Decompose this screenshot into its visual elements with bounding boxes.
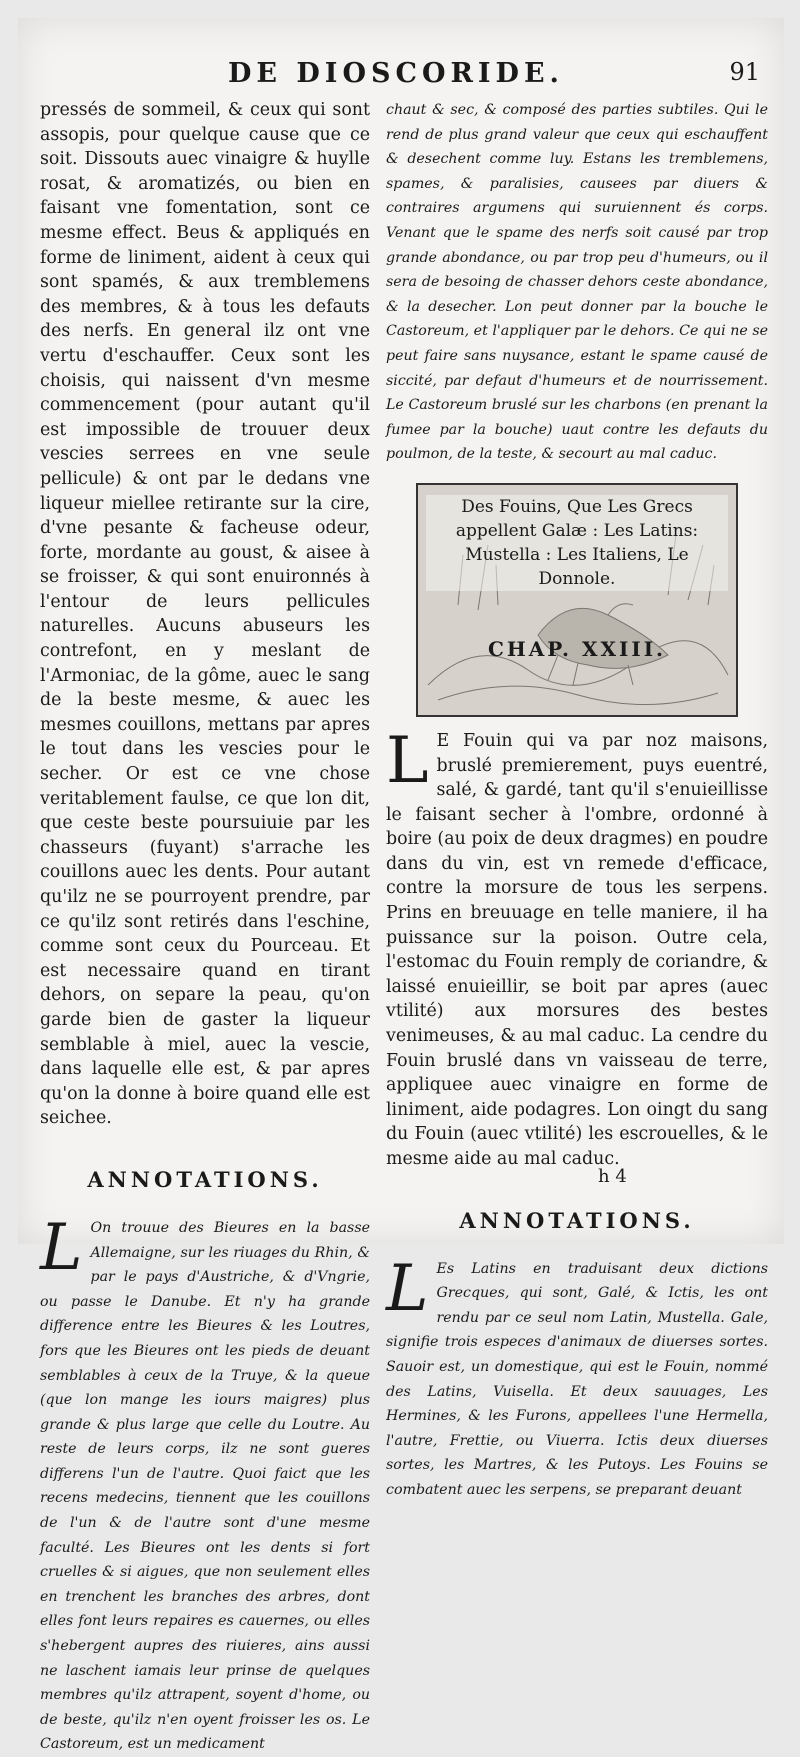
right-annotations-text: [386, 1251, 768, 1503]
right-body-content: E Fouin qui va par noz maisons, bruslé premierement, puys euentré, salé, & gardé, tant qu'il s'enuieillisse le faisant secher à l'ombre, ordonné à boire (au poix de deux dragmes) en poudre dans du vin, est vn remede d'efficace, contre la morsure de tous les serpens. Prins en breuuage en telle maniere, il ha puissance sur la poison. Outre cela, l'estomac du Fouin remply de coriandre, & laissé enuieillir, se boit par apres (auec vtilité) aux morsures des bestes venimeuses, & au mal caduc. La cendre du Fouin bruslé dans vn vaisseau de terre, appliquee auec vinaigre en forme de liniment, aide podagres. Lon oingt du sang du Fouin (auec vtilité) les escrouelles, & le mesme aide au mal caduc.: [386, 730, 768, 1169]
left-drop-cap: L: [40, 1210, 83, 1285]
chapter-heading: CHAP. XXIII.: [487, 636, 667, 661]
right-intro-text: chaut & sec, & composé des parties subtiles. Qui le rend de plus grand valeur que ceux qui eschauffent & desechent comme luy. Estans les tremblemens, spames, & paralisies, causees par diuers & contraires argumens qui suruiennent és corps. Venant que le spame des nerfs soit causé par trop grande abondance, ou par trop peu d'humeurs, ou il sera de besoing de chasser dehors ceste abondance, & la desecher. Lon peut donner par la bouche le Castoreum, et l'appliquer par le dehors. Ce qui ne se peut faire sans nuysance, estant le spame causé de siccité, par defaut d'humeurs et de nourrissement. Le Castoreum bruslé sur les charbons (en prenant la fumee par la bouche) uaut contre les defauts du poulmon, de la teste, & secourt au mal caduc.: [386, 102, 768, 463]
woodcut-illustration: [416, 483, 738, 717]
right-drop-cap: L: [386, 723, 429, 798]
left-annotations-text: [40, 1210, 370, 1757]
right-annotations-drop-cap: L: [386, 1251, 429, 1326]
right-column: [386, 98, 768, 1503]
page-number: 91: [729, 58, 760, 86]
illustration-caption: Des Fouins, Que Les Grecs appellent Galæ : Les Latins: Mustella : Les Italiens, Le Donnole.: [426, 495, 728, 591]
running-title: DE DIOSCORIDE.: [228, 58, 564, 89]
left-column: [40, 98, 370, 1757]
left-annotations-body: On trouue des Bieures en la basse Allemaigne, sur les riuages du Rhin, & par le pays d'Austriche, & d'Vngrie, ou passe le Danube. Et n'y ha grande difference entre les Bieures & les Loutres, fors que les Bieures ont les pieds de deuant semblables à ceux de la Truye, & la queue (que lon mange les iours maigres) plus grande & plus large que celle du Loutre. Au reste de leurs corps, ilz ne sont gueres differens l'un de l'autre. Quoi faict que les recens medecins, tiennent que les couillons de l'un & de l'autre sont d'une mesme faculté. Les Bieures ont les dents si fort cruelles & si aigues, que non seulement elles en trenchent les branches des arbres, dont elles font leurs repaires es cauernes, ou elles s'hebergent aupres des riuieres, ains aussi ne laschent iamais leur prinse de quelques membres qu'ilz attrapent, soyent d'home, ou de beste, qu'ilz n'en oyent froisser les os. Le Castoreum, est un medicament: [40, 1219, 370, 1753]
left-annotations-heading: ANNOTATIONS.: [87, 1166, 323, 1192]
right-annotations-body: Es Latins en traduisant deux dictions Grecques, qui sont, Galé, & Ictis, les ont rendu par ce seul nom Latin, Mustella. Gale, signifie trois especes d'animaux de diuerses sortes. Sauoir est, un domestique, qui est le Fouin, nommé des Latins, Vuisella. Et deux sauuages, Les Hermines, & les Furons, appellees l'une Hermella, l'autre, Frettie, ou Viuerra. Ictis deux diuerses sortes, les Martres, & les Putoys. Les Fouins se combatent auec les serpens, se preparant deuant: [386, 1260, 768, 1498]
page-header: [18, 58, 784, 98]
book-page: [18, 18, 784, 1753]
right-annotations-heading: ANNOTATIONS.: [459, 1207, 695, 1233]
signature-mark: h 4: [598, 1166, 627, 1187]
left-body-text: pressés de sommeil, & ceux qui sont assopis, pour quelque cause que ce soit. Dissouts auec vinaigre & huylle rosat, & aromatizés, ou bien en faisant vne fomentation, sont ce mesme effect. Beus & appliqués en forme de liniment, aident à ceux qui sont spamés, & aux tremblemens des membres, & à tous les defauts des nerfs. En general ilz ont vne vertu d'eschauffer. Ceux sont les choisis, qui naissent d'vn mesme commencement (pour autant qu'il est impossible de trouuer deux vescies serrees en vne seule pellicule) & ont par le dedans vne liqueur miellee retirante sur la cire, d'vne pesante & facheuse odeur, forte, mordante au goust, & aisee à se froisser, & qui sont enuironnés à l'entour de leurs pellicules naturelles. Aucuns abuseurs les contrefont, en y meslant de l'Armoniac, de la gôme, auec le sang de la beste mesme, & auec les mesmes couillons, mettans par apres le tout dans les vescies pour le secher. Or est ce vne chose veritablement faulse, ce que lon dit, que ceste beste poursuiuie par les chasseurs (fuyant) s'arrache les couillons auec les dents. Pour autant qu'ilz ne se pourroyent prendre, par ce qu'ilz sont retirés dans l'eschine, comme sont ceux du Pourceau. Et est necessaire quand en tirant dehors, on separe la peau, qu'on garde bien de gaster la liqueur semblable à miel, auec la vescie, dans laquelle elle est, & par apres qu'on la donne à boire quand elle est seichee.: [40, 100, 370, 1129]
right-body-text: [386, 723, 768, 1172]
